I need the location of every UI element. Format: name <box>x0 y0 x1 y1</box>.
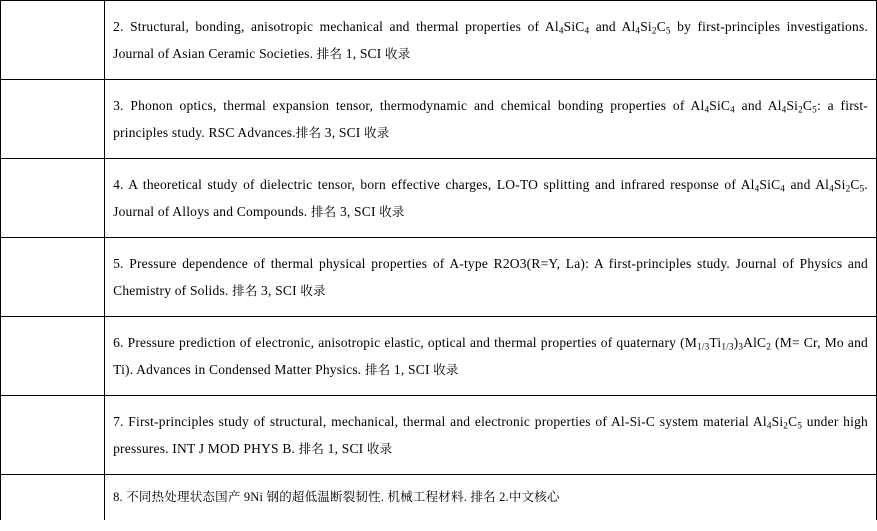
table-row <box>1 80 877 159</box>
publication-entry-6: 6. Pressure prediction of electronic, anisotropic elastic, optical and thermal properties of quaternary $(M_{1/3}Ti_{1/3})_3AlC_2$ (M= Cr, Mo and Ti). Advances in Condensed Matter Physics. 排名 1, SCI 收录 <box>113 335 868 377</box>
row-label-cell <box>1 159 105 238</box>
row-label-cell <box>1 1 105 80</box>
publication-entry-7: 7. First-principles study of structural, mechanical, thermal and electronic properties of Al-Si-C system material $Al_4Si_2C_5$ under high pressures. INT J MOD PHYS B. 排名 1, SCI 收录 <box>113 414 868 456</box>
publication-entry-4: 4. A theoretical study of dielectric tensor, born effective charges, LO-TO splitting and infrared response of $Al_4SiC_4$ and $Al_4Si_2C_5$. Journal of Alloys and Compounds. 排名 3, SCI 收录 <box>113 177 868 219</box>
row-label-cell <box>1 238 105 317</box>
table-row <box>1 475 877 520</box>
table-body <box>1 1 877 520</box>
row-label-cell <box>1 317 105 396</box>
row-label-cell <box>1 475 105 520</box>
row-content-cell <box>105 80 877 159</box>
publication-entry-8: 8. 不同热处理状态国产 9Ni 钢的超低温断裂韧性. 机械工程材料. 排名 2.中文核心 <box>113 489 560 504</box>
table-row <box>1 159 877 238</box>
publication-entry-5: 5. Pressure dependence of thermal physical properties of A-type R2O3(R=Y, La): A first-principles study. Journal of Physics and Chemistry of Solids. 排名 3, SCI 收录 <box>113 256 868 298</box>
row-content-cell <box>105 159 877 238</box>
table-row <box>1 396 877 475</box>
row-content-cell <box>105 475 877 520</box>
table-row <box>1 238 877 317</box>
publication-entry-3: 3. Phonon optics, thermal expansion tensor, thermodynamic and chemical bonding properties of $Al_4SiC_4$ and $Al_4Si_2C_5$: a first-principles study. RSC Advances.排名 3, SCI 收录 <box>113 98 868 140</box>
row-content-cell <box>105 396 877 475</box>
row-content-cell <box>105 1 877 80</box>
row-content-cell <box>105 317 877 396</box>
table-row <box>1 1 877 80</box>
row-label-cell <box>1 396 105 475</box>
table-row <box>1 317 877 396</box>
row-label-cell <box>1 80 105 159</box>
row-content-cell <box>105 238 877 317</box>
publication-entry-2: 2. Structural, bonding, anisotropic mechanical and thermal properties of $Al_4SiC_4$ and $Al_4Si_2C_5$ by first-principles investigations. Journal of Asian Ceramic Societies. 排名 1, SCI 收录 <box>113 19 868 61</box>
